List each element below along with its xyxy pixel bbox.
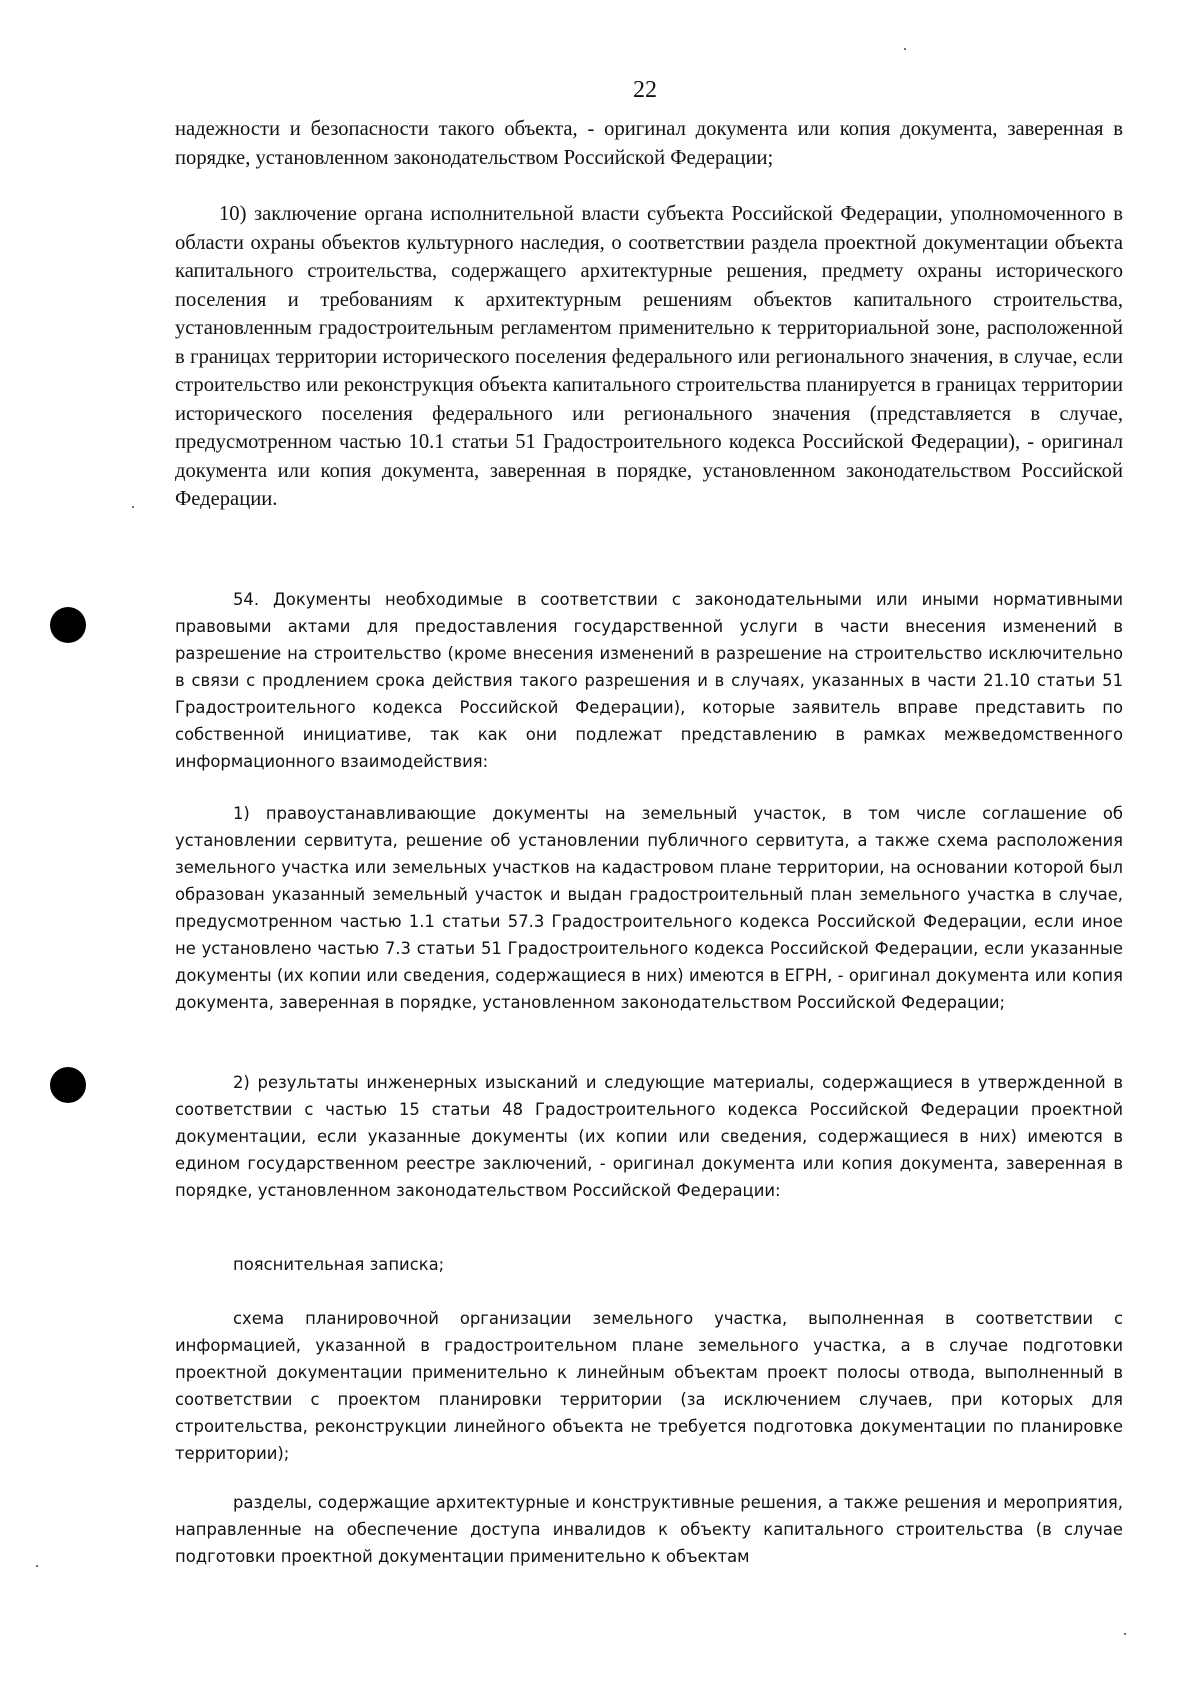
paragraph-explanatory-note: пояснительная записка;: [233, 1255, 445, 1274]
scan-speck: [1124, 1633, 1126, 1635]
paragraph-continuation: надежности и безопасности такого объекта, - оригинал документа или копия документа, заверенная в порядке, установленном законодательством Российской Федерации;: [175, 118, 1123, 169]
paragraph-item-1: 1) правоустанавливающие документы на земельный участок, в том числе соглашение об установлении сервитута, решение об установлении публичного сервитута, а также схема расположения земельного участка или земельных участков на кадастровом плане территории, на основании которой был образован указанный земельный участок и выдан градостроительный план земельного участка в случае, предусмотренном частью 1.1 статьи 57.3 Градостроительного кодекса Российской Федерации, если иное не установлено частью 7.3 статьи 51 Градостроительного кодекса Российской Федерации, если указанные документы (их копии или сведения, содержащиеся в них) имеются в ЕГРН, - оригинал документа или копия документа, заверенная в порядке, установленном законодательством Российской Федерации;: [175, 804, 1123, 1012]
punch-hole-top: [50, 607, 86, 643]
paragraph-item-10: 10) заключение органа исполнительной власти субъекта Российской Федерации, уполномоченного в области охраны объектов культурного наследия, о соответствии раздела проектной документации объекта капитального строительства, содержащего архитектурные решения, предмету охраны исторического поселения и требованиям к архитектурным решениям объектов капитального строительства, установленным градостроительным регламентом применительно к территориальной зоне, расположенной в границах территории исторического поселения федерального или регионального значения, в случае, если строительство или реконструкция объекта капитального строительства планируется в границах территории исторического поселения федерального или регионального значения (представляется в случае, предусмотренном частью 10.1 статьи 51 Градостроительного кодекса Российской Федерации), - оригинал документа или копия документа, заверенная в порядке, установленном законодательством Российской Федерации.: [175, 203, 1123, 510]
scan-speck: [904, 48, 906, 50]
punch-hole-bottom: [50, 1067, 86, 1103]
scan-speck: [132, 506, 134, 508]
paragraph-section-54: 54. Документы необходимые в соответствии с законодательными или иными нормативными правовыми актами для предоставления государственной услуги в части внесения изменений в разрешение на строительство (кроме внесения изменений в разрешение на строительство исключительно в связи с продлением срока действия такого разрешения и в случаях, указанных в части 21.10 статьи 51 Градостроительного кодекса Российской Федерации), которые заявитель вправе представить по собственной инициативе, так как они подлежат представлению в рамках межведомственного информационного взаимодействия:: [175, 590, 1123, 771]
scan-speck: [36, 1565, 38, 1567]
paragraph-sections: разделы, содержащие архитектурные и конструктивные решения, а также решения и мероприятия, направленные на обеспечение доступа инвалидов к объекту капитального строительства (в случае подготовки проектной документации применительно к объектам: [175, 1493, 1123, 1566]
paragraph-site-plan-scheme: схема планировочной организации земельного участка, выполненная в соответствии с информацией, указанной в градостроительном плане земельного участка, а в случае подготовки проектной документации применительно к линейным объектам проект полосы отвода, выполненный в соответствии с проектом планировки территории (за исключением случаев, при которых для строительства, реконструкции линейного объекта не требуется подготовка документации по планировке территории);: [175, 1309, 1123, 1463]
paragraph-item-2: 2) результаты инженерных изысканий и следующие материалы, содержащиеся в утвержденной в соответствии с частью 15 статьи 48 Градостроительного кодекса Российской Федерации проектной документации, если указанные документы (их копии или сведения, содержащиеся в них) имеются в едином государственном реестре заключений, - оригинал документа или копия документа, заверенная в порядке, установленном законодательством Российской Федерации:: [175, 1073, 1123, 1200]
page-number: 22: [633, 77, 657, 103]
